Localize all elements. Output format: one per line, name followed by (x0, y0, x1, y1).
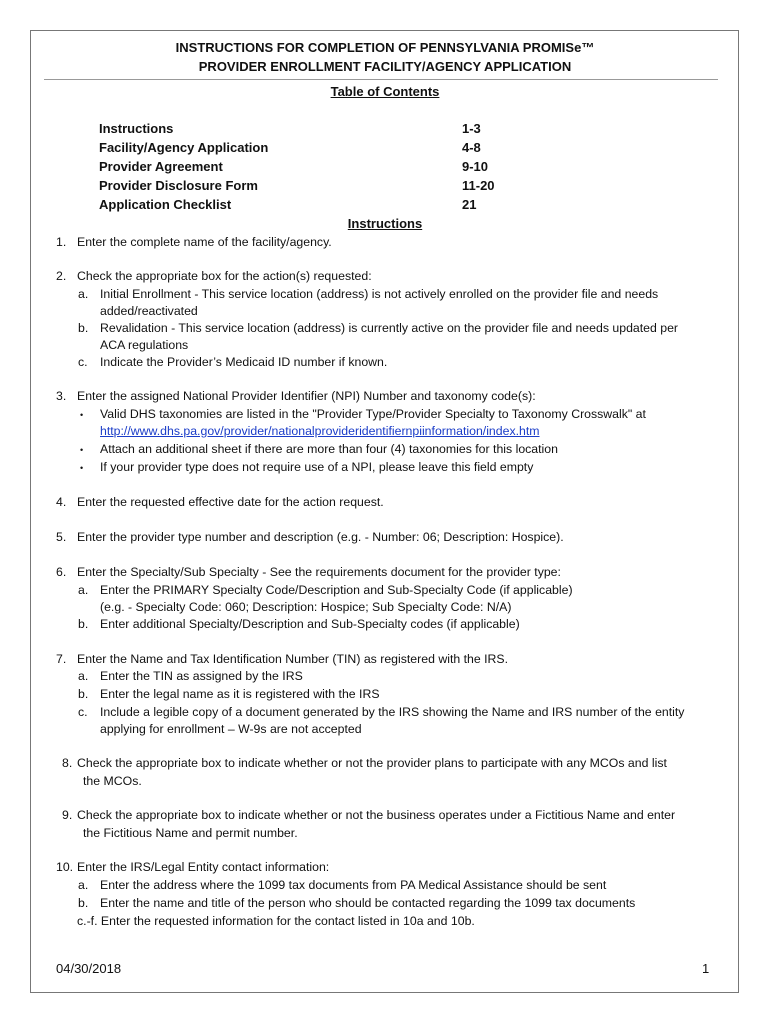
item-7-text: Enter the Name and Tax Identification Number (TIN) as registered with the IRS. (77, 652, 509, 666)
toc-item-label[interactable]: Provider Disclosure Form (99, 178, 258, 193)
toc-item-label[interactable]: Instructions (99, 121, 174, 136)
header-divider (44, 79, 718, 80)
toc-item-label[interactable]: Facility/Agency Application (99, 140, 269, 155)
toc-heading: Table of Contents (330, 84, 440, 99)
item-3-bullet-1: Valid DHS taxonomies are listed in the "Provider Type/Provider Specialty to Taxonomy Crosswalk" at (100, 407, 646, 421)
sub-marker: a. (78, 878, 89, 892)
sub-marker: a. (78, 669, 89, 683)
item-2c-text: Indicate the Provider’s Medicaid ID number if known. (100, 355, 388, 369)
instructions-heading: Instructions (347, 216, 423, 231)
toc-item-label[interactable]: Application Checklist (99, 197, 232, 212)
item-9-text: Check the appropriate box to indicate whether or not the business operates under a Fictitious Name and enter (77, 808, 676, 822)
page-border (30, 30, 739, 993)
item-3-bullet-2: Attach an additional sheet if there are more than four (4) taxonomies for this location (100, 442, 558, 456)
item-10a-text: Enter the address where the 1099 tax documents from PA Medical Assistance should be sent (100, 878, 607, 892)
bullet-icon: • (80, 463, 84, 473)
item-number: 2. (56, 269, 67, 283)
item-7c-text-cont: applying for enrollment – W-9s are not accepted (100, 722, 362, 736)
item-10-text: Enter the IRS/Legal Entity contact information: (77, 860, 330, 874)
crosswalk-link[interactable]: http://www.dhs.pa.gov/provider/nationalprovideridentifiernpiinformation/index.htm (100, 424, 540, 438)
item-number: 4. (56, 495, 67, 509)
item-number: 5. (56, 530, 67, 544)
toc-item-pages: 11-20 (462, 178, 495, 193)
item-3-bullet-3: If your provider type does not require use of a NPI, please leave this field empty (100, 460, 534, 474)
toc-item-label[interactable]: Provider Agreement (99, 159, 223, 174)
sub-marker: b. (78, 321, 89, 335)
item-4-text: Enter the requested effective date for the action request. (77, 495, 384, 509)
item-number: 6. (56, 565, 67, 579)
item-8-text-cont: the MCOs. (83, 774, 142, 788)
bullet-icon: • (80, 445, 84, 455)
item-number: 1. (56, 235, 67, 249)
item-number: 9. (62, 808, 73, 822)
item-7b-text: Enter the legal name as it is registered with the IRS (100, 687, 380, 701)
toc-item-pages: 21 (462, 197, 477, 212)
item-number: 7. (56, 652, 67, 666)
item-2a-text-cont: added/reactivated (100, 304, 198, 318)
item-number: 8. (62, 756, 73, 770)
item-9-text-cont: the Fictitious Name and permit number. (83, 826, 298, 840)
sub-marker: c. (78, 355, 88, 369)
item-7c-text: Include a legible copy of a document generated by the IRS showing the Name and IRS number of the entity (100, 705, 685, 719)
item-2-text: Check the appropriate box for the action(s) requested: (77, 269, 372, 283)
page-number: 1 (702, 961, 710, 976)
bullet-icon: • (80, 410, 84, 420)
item-number: 3. (56, 389, 67, 403)
sub-marker: a. (78, 583, 89, 597)
item-1-text: Enter the complete name of the facility/agency. (77, 235, 332, 249)
item-6a-text-cont: (e.g. - Specialty Code: 060; Description: Hospice; Sub Specialty Code: N/A) (100, 600, 512, 614)
item-7a-text: Enter the TIN as assigned by the IRS (100, 669, 303, 683)
item-8-text: Check the appropriate box to indicate whether or not the provider plans to participate with any MCOs and list (77, 756, 667, 770)
item-6b-text: Enter additional Specialty/Description and Sub-Specialty codes (if applicable) (100, 617, 520, 631)
title-line-1: INSTRUCTIONS FOR COMPLETION OF PENNSYLVANIA PROMISe™ (175, 40, 595, 55)
toc-item-pages: 1-3 (462, 121, 481, 136)
item-10b-text: Enter the name and title of the person who should be contacted regarding the 1099 tax documents (100, 896, 636, 910)
toc-item-pages: 9-10 (462, 159, 489, 174)
item-2b-text: Revalidation - This service location (address) is currently active on the provider file and needs updated per (100, 321, 679, 335)
item-5-text: Enter the provider type number and description (e.g. - Number: 06; Description: Hospice). (77, 530, 564, 544)
toc-item-pages: 4-8 (462, 140, 481, 155)
title-line-2: PROVIDER ENROLLMENT FACILITY/AGENCY APPLICATION (198, 59, 572, 74)
item-2a-text: Initial Enrollment - This service location (address) is not actively enrolled on the provider file and needs (100, 287, 659, 301)
item-number: 10. (56, 860, 74, 874)
item-10cf-text: c.-f. Enter the requested information for the contact listed in 10a and 10b. (77, 914, 475, 928)
sub-marker: a. (78, 287, 89, 301)
sub-marker: b. (78, 617, 89, 631)
sub-marker: c. (78, 705, 88, 719)
item-2b-text-cont: ACA regulations (100, 338, 189, 352)
item-6-text: Enter the Specialty/Sub Specialty - See the requirements document for the provider type: (77, 565, 561, 579)
item-6a-text: Enter the PRIMARY Specialty Code/Description and Sub-Specialty Code (if applicable) (100, 583, 573, 597)
footer-date: 04/30/2018 (56, 961, 122, 976)
sub-marker: b. (78, 896, 89, 910)
sub-marker: b. (78, 687, 89, 701)
item-3-text: Enter the assigned National Provider Identifier (NPI) Number and taxonomy code(s): (77, 389, 536, 403)
